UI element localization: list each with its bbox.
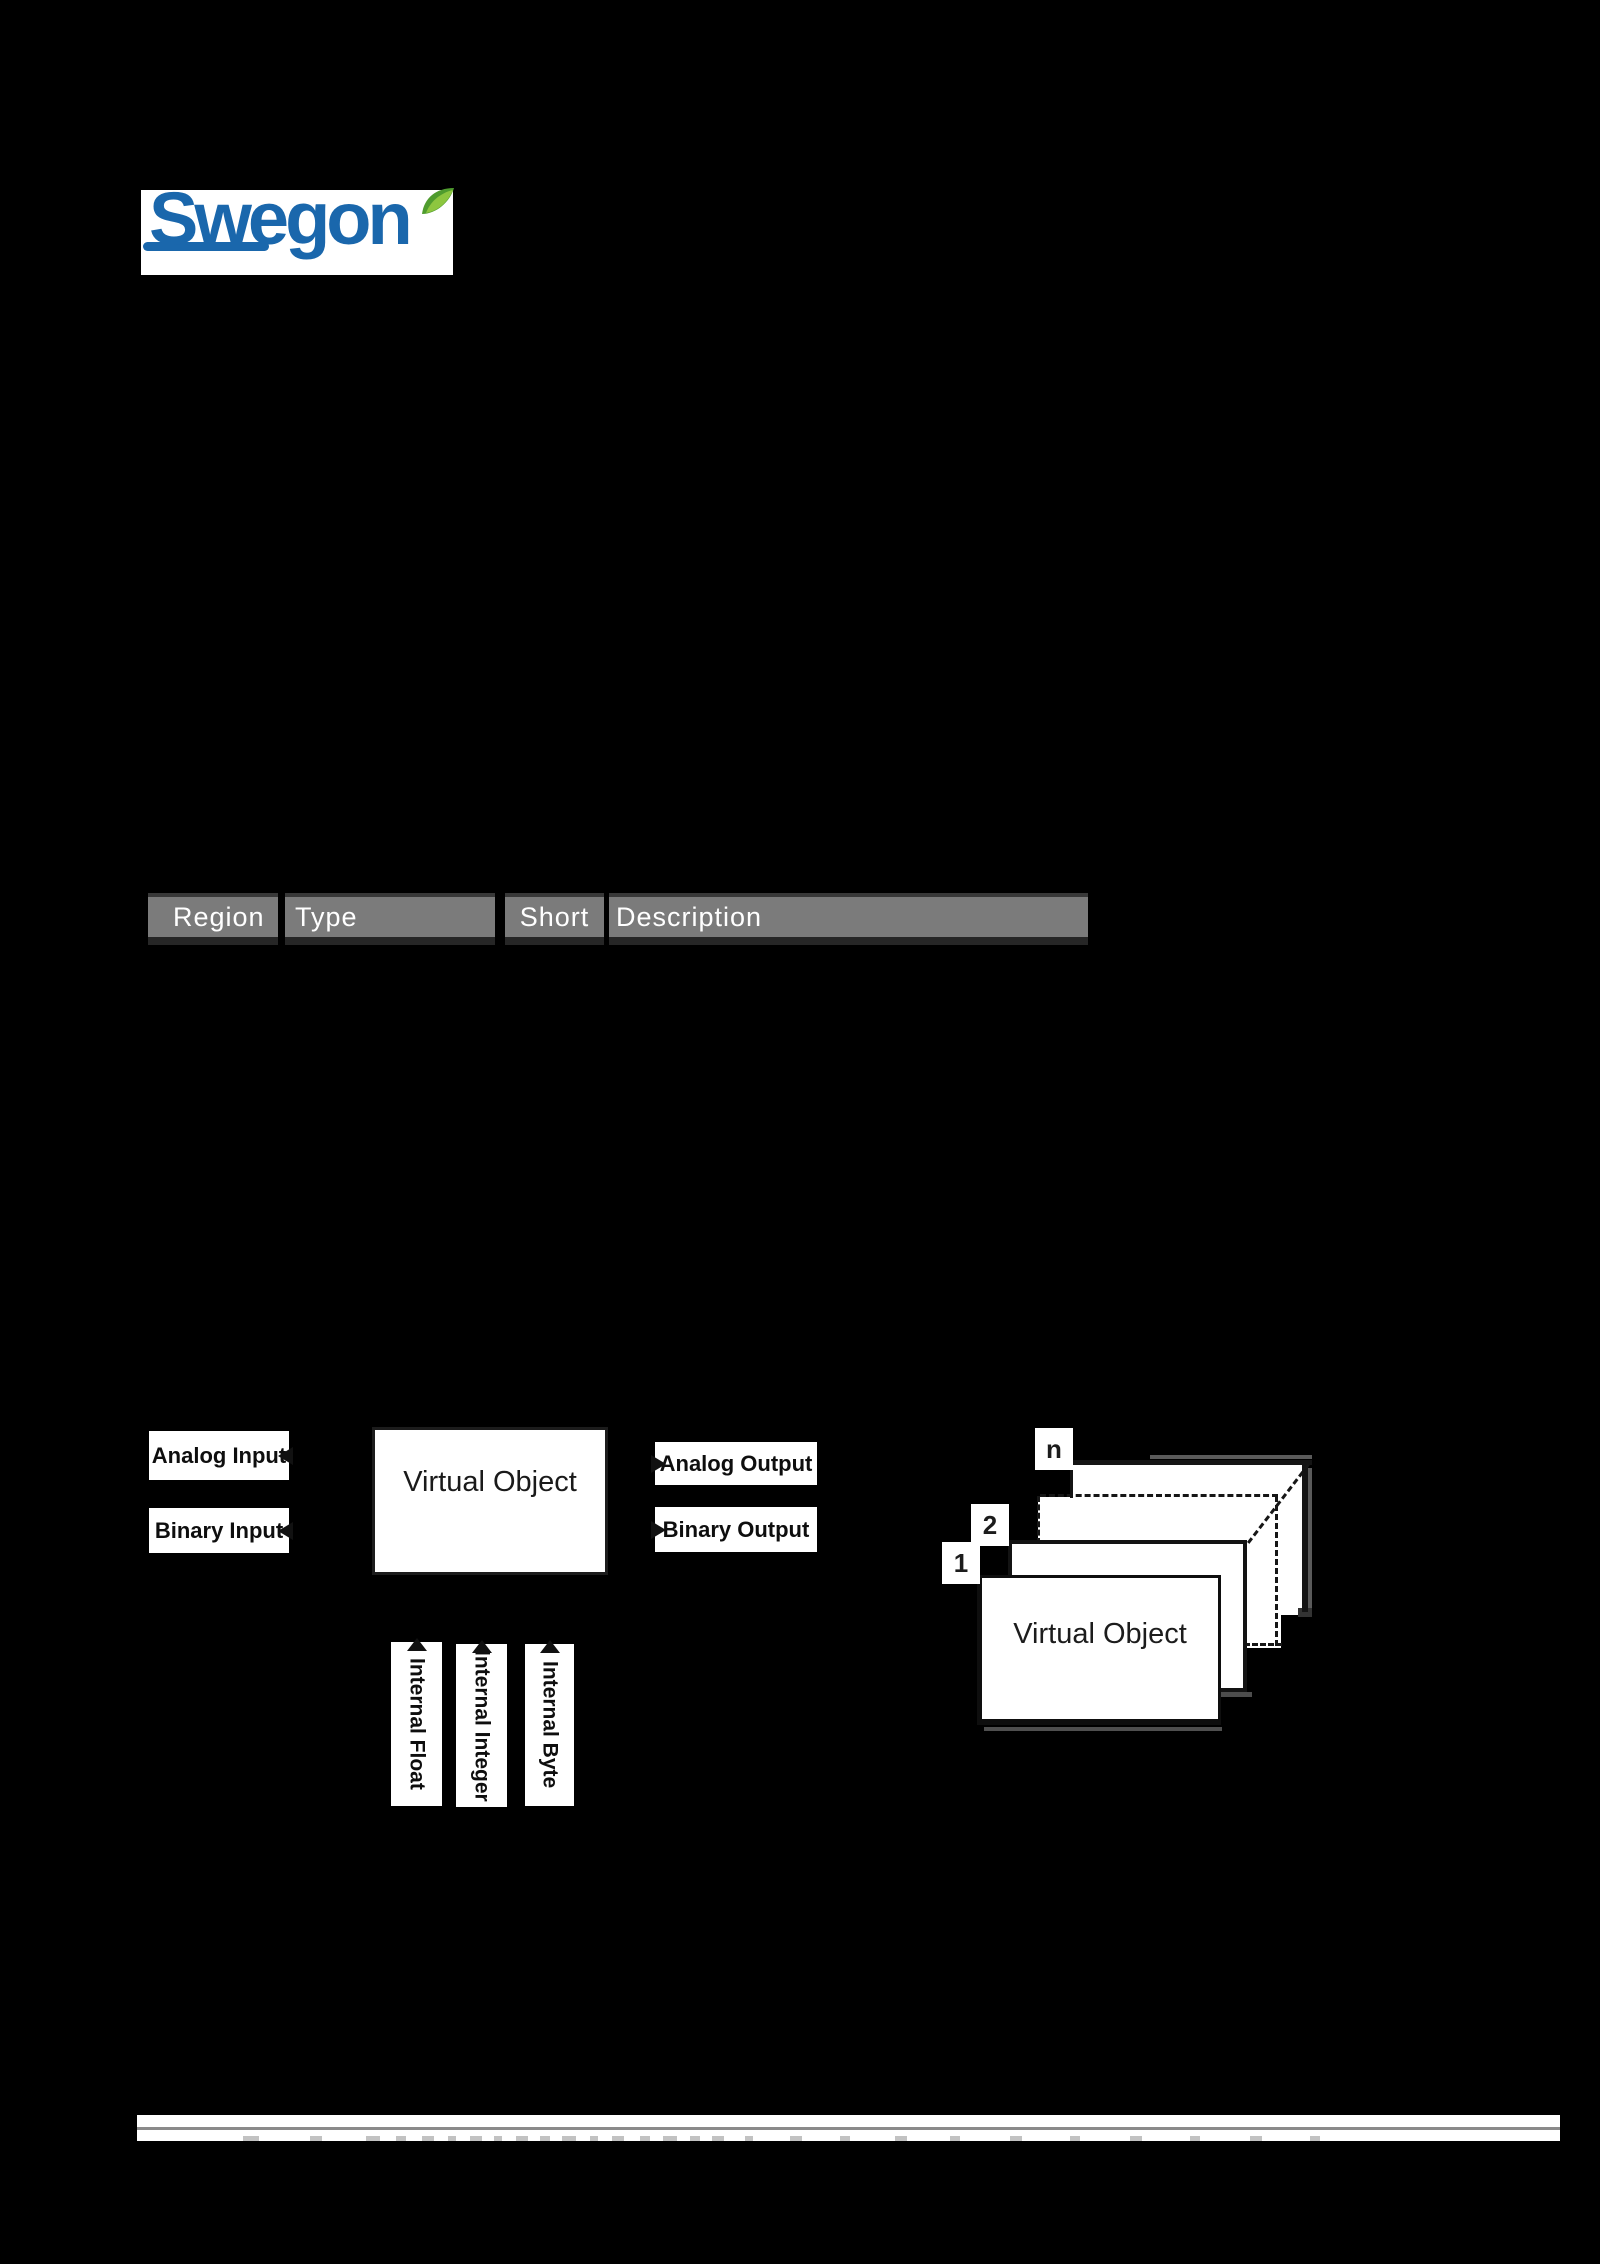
footer-faint-mark <box>1010 2136 1022 2141</box>
footer-faint-mark <box>1130 2136 1142 2141</box>
hidden-edge-dashed <box>1040 1494 1278 1497</box>
footer-faint-mark <box>310 2136 322 2141</box>
hidden-edge-dashed <box>1275 1496 1278 1646</box>
footer-faint-mark <box>1310 2136 1320 2141</box>
footer-faint-mark <box>663 2136 677 2141</box>
header-cell-region: Region <box>148 893 278 945</box>
footer-faint-mark <box>366 2136 380 2141</box>
footer-rule <box>137 2127 1560 2130</box>
virtual-object-label: Virtual Object <box>403 1466 577 1498</box>
footer-faint-mark <box>243 2136 259 2141</box>
footer-faint-mark <box>612 2136 624 2141</box>
stack-card-n-right-edge <box>1302 1460 1308 1612</box>
internal-float-label: Internal Float <box>391 1642 442 1806</box>
footer-faint-mark <box>950 2136 960 2141</box>
stack-shadow <box>1150 1455 1312 1459</box>
footer-faint-mark <box>790 2136 802 2141</box>
arrowhead-up-icon <box>407 1638 427 1651</box>
stack-index-2: 2 <box>971 1504 1009 1546</box>
footer-faint-mark <box>516 2136 528 2141</box>
footer-faint-mark <box>895 2136 907 2141</box>
header-cell-description: Description <box>609 893 1088 945</box>
virtual-object-box <box>372 1427 608 1575</box>
footer-faint-mark <box>1250 2136 1262 2141</box>
footer-faint-mark <box>712 2136 724 2141</box>
footer-faint-mark <box>562 2136 576 2141</box>
stack-index-n: n <box>1035 1428 1073 1470</box>
stack-index-1: 1 <box>942 1542 980 1584</box>
internal-byte-label: Internal Byte <box>525 1644 574 1806</box>
hidden-edge-dashed <box>1037 1496 1040 1544</box>
binary-input-label: Binary Input <box>149 1508 289 1553</box>
internal-integer-label: Internal Integer <box>456 1644 507 1807</box>
footer-faint-mark <box>1070 2136 1080 2141</box>
header-cell-short: Short <box>505 893 604 945</box>
arrowhead-up-icon <box>540 1640 560 1653</box>
footer-faint-mark <box>840 2136 850 2141</box>
hidden-edge-dashed <box>1244 1643 1282 1646</box>
footer-faint-mark <box>470 2136 482 2141</box>
footer-faint-mark <box>590 2136 598 2141</box>
footer-faint-mark <box>540 2136 550 2141</box>
stack-card-n-top-edge <box>1068 1460 1312 1465</box>
footer-faint-mark <box>690 2136 700 2141</box>
footer-faint-mark <box>745 2136 753 2141</box>
header-cell-type: Type <box>285 893 495 945</box>
footer-faint-mark <box>448 2136 456 2141</box>
footer-faint-mark <box>494 2136 502 2141</box>
arrowhead-right-icon <box>651 1455 666 1473</box>
footer-faint-mark <box>640 2136 650 2141</box>
analog-input-label: Analog Input <box>149 1431 289 1480</box>
swegon-logo <box>141 177 453 275</box>
footer-faint-mark <box>422 2136 434 2141</box>
arrowhead-left-icon <box>278 1447 293 1465</box>
footer-faint-mark <box>396 2136 406 2141</box>
arrowhead-right-icon <box>651 1521 666 1539</box>
stack-shadow <box>1308 1468 1312 1608</box>
footer-band <box>137 2115 1560 2141</box>
arrowhead-up-icon <box>472 1640 492 1653</box>
footer-faint-mark <box>1190 2136 1200 2141</box>
stack-shadow <box>984 1727 1222 1731</box>
stack-card-n-face <box>1072 1462 1307 1497</box>
analog-output-label: Analog Output <box>655 1442 817 1485</box>
stack-card-label: Virtual Object <box>1013 1618 1187 1650</box>
stack-card-1 <box>977 1575 1221 1725</box>
arrowhead-left-icon <box>278 1522 293 1540</box>
stack-shadow <box>1218 1692 1252 1697</box>
leaf-icon <box>420 186 456 223</box>
binary-output-label: Binary Output <box>655 1507 817 1552</box>
logo-wordmark: Swegon <box>149 177 409 260</box>
